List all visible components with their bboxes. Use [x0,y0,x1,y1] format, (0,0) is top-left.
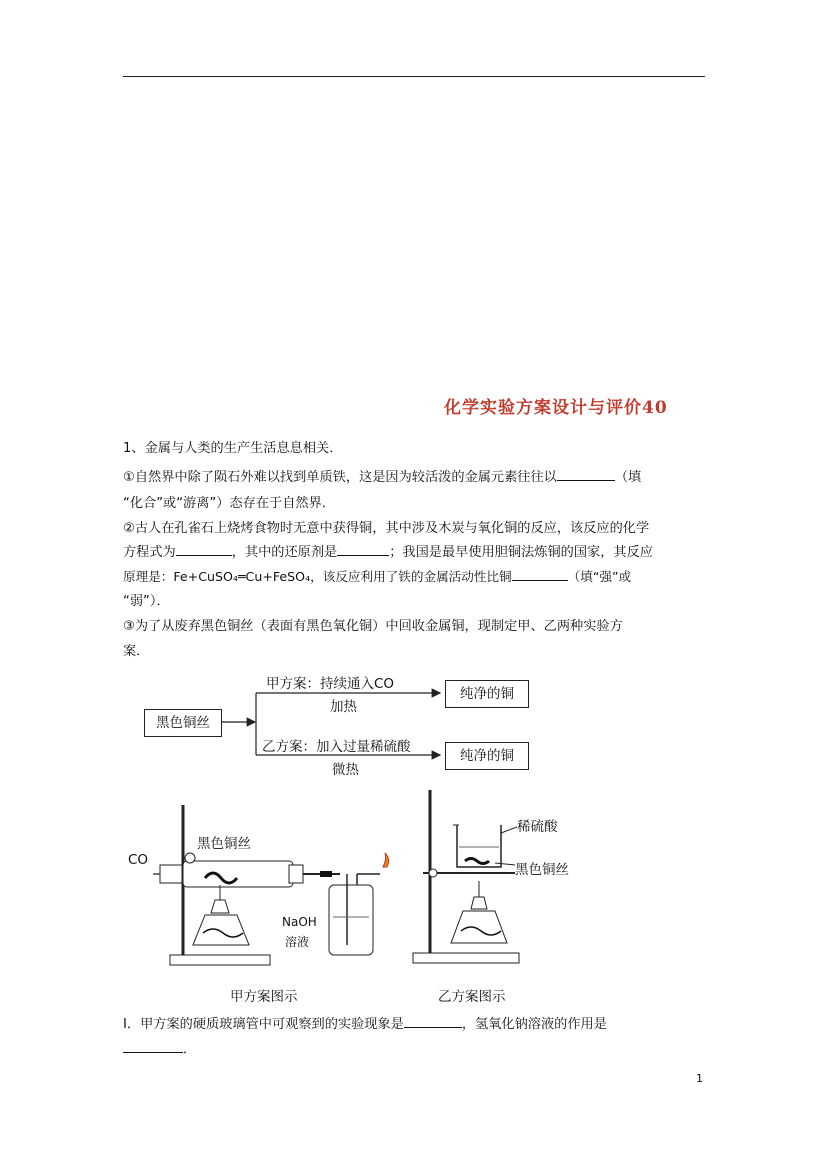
answer-blank[interactable] [176,541,232,556]
apparatus-plan-a [125,805,395,975]
answer-blank[interactable] [337,541,389,556]
answer-blank[interactable] [512,566,568,581]
caption-plan-a: 甲方案图示 [230,989,298,1005]
q1-part3-line2: 案． [123,644,150,659]
flow-start-box: 黑色铜丝 [144,709,222,737]
caption-plan-b: 乙方案图示 [438,989,506,1005]
q1-part2-line2 [123,541,653,564]
plan-a-condition: 加热 [330,699,357,715]
q1-part2-text: （填“强”或 [567,569,632,584]
label-co: CO [128,852,149,868]
label-dilute-sulfuric-acid: 稀硫酸 [517,819,558,835]
question-i-line1 [123,1013,607,1036]
plan-b-result-box: 纯净的铜 [445,742,529,770]
plan-b-condition: 微热 [332,762,359,778]
q1-intro: 1、金属与人类的生产生活息息相关． [123,441,343,456]
answer-blank[interactable] [557,466,615,481]
q1-part1-line2: “化合”或“游离”）态存在于自然界． [123,496,335,511]
label-black-copper-wire: 黑色铜丝 [197,836,251,852]
header-rule [123,76,705,77]
apparatus-a-drawing [125,805,395,975]
q1-part1-text: （填 [614,470,642,485]
apparatus-plan-b [405,785,605,975]
page-number: 1 [696,1072,703,1085]
label-naoh: NaOH [282,915,317,929]
plan-b-label: 乙方案：加入过量稀硫酸 [262,739,411,755]
q1-part2-text: ，其中的还原剂是 [231,545,338,560]
label-solution: 溶液 [285,935,310,949]
question-i-text: ，氢氧化钠溶液的作用是 [461,1017,607,1032]
q1-part1-line1 [123,466,641,489]
question-i-line2 [123,1038,196,1061]
q1-part2-text: ；我国是最早使用胆铜法炼铜的国家，其反应 [389,545,653,560]
question-i-text: Ⅰ．甲方案的硬质玻璃管中可观察到的实验现象是 [123,1017,404,1032]
document-title: 化学实验方案设计与评价40 [444,398,668,418]
answer-blank[interactable] [404,1013,462,1028]
q1-part1-text: ①自然界中除了陨石外难以找到单质铁，这是因为较活泼的金属元素往往以 [123,470,557,485]
plan-a-label: 甲方案：持续通入CO [266,676,395,692]
label-black-copper-wire-b: 黑色铜丝 [515,862,569,878]
q1-part2-text: 方程式为 [123,545,176,560]
q1-part2-line3 [123,565,631,588]
q1-part2-text: 原理是：Fe+CuSO₄═Cu+FeSO₄，该反应利用了铁的金属活动性比铜 [123,569,512,584]
q1-part2-line1: ②古人在孔雀石上烧烤食物时无意中获得铜，其中涉及木炭与氧化铜的反应，该反应的化学 [123,521,650,536]
apparatus-b-drawing [405,785,605,975]
q1-part3-line1: ③为了从废弃黑色铜丝（表面有黑色氧化铜）中回收金属铜，现制定甲、乙两种实验方 [123,619,623,634]
scheme-flowchart [140,668,560,780]
q1-part2-line4: “弱”）． [123,594,170,609]
question-i-text: ． [183,1042,197,1057]
answer-blank[interactable] [123,1038,183,1053]
plan-a-result-box: 纯净的铜 [445,680,529,708]
